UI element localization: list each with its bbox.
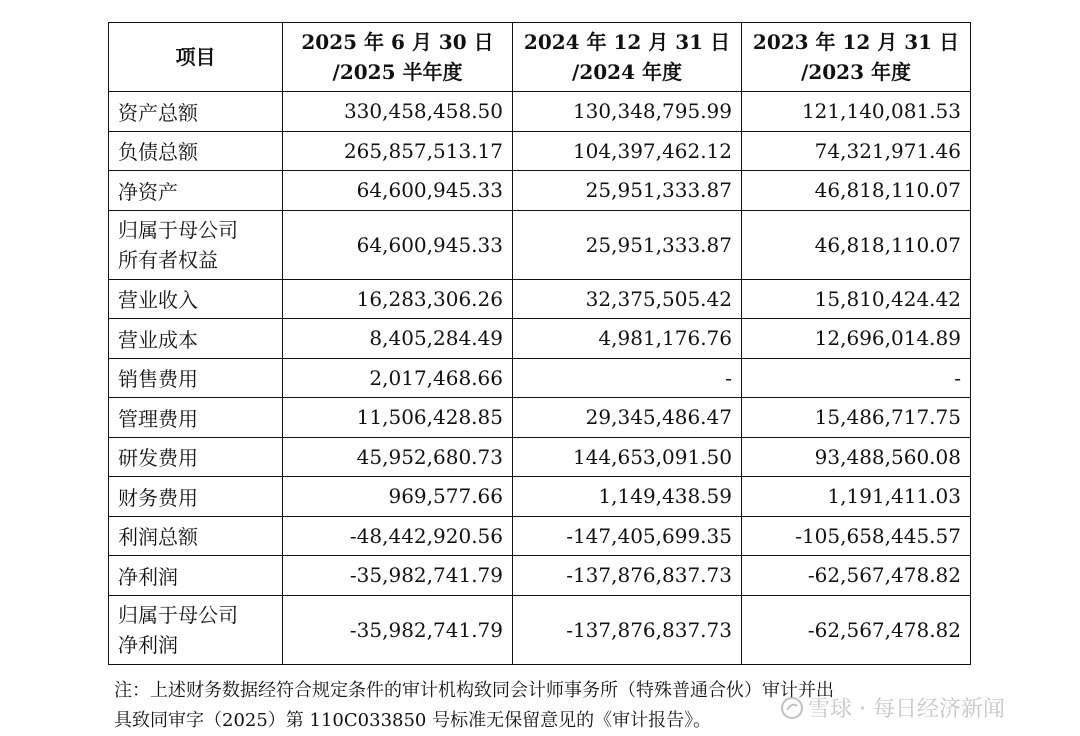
cell-2024: 25,951,333.87 xyxy=(513,210,742,279)
table-row xyxy=(109,279,971,319)
header-2024-period: /2024 年度 xyxy=(572,60,682,84)
row-label: 资产总额 xyxy=(109,92,283,132)
cell-2023: 74,321,971.46 xyxy=(742,131,971,171)
row-label: 研发费用 xyxy=(109,437,283,477)
cell-2024: - xyxy=(513,358,742,398)
cell-2023: 93,488,560.08 xyxy=(742,437,971,477)
table-row xyxy=(109,477,971,517)
header-2024-date: 2024 年 12 月 31 日 xyxy=(523,30,731,54)
cell-2024: 4,981,176.76 xyxy=(513,319,742,359)
cell-2023: -62,567,478.82 xyxy=(742,595,971,664)
watermark xyxy=(780,692,1005,723)
header-item xyxy=(109,23,283,92)
table-row xyxy=(109,358,971,398)
cell-2024: 25,951,333.87 xyxy=(513,171,742,211)
table-row xyxy=(109,319,971,359)
footnote xyxy=(114,676,834,736)
row-label-line2: 净利润 xyxy=(118,632,178,657)
table-row xyxy=(109,595,971,664)
cell-2024: -147,405,699.35 xyxy=(513,516,742,556)
watermark-text: 雪球 · 每日经济新闻 xyxy=(808,697,1005,722)
cell-2025: 45,952,680.73 xyxy=(283,437,513,477)
row-label: 销售费用 xyxy=(109,358,283,398)
cell-2025: -35,982,741.79 xyxy=(283,595,513,664)
table-row xyxy=(109,437,971,477)
cell-2025: 2,017,468.66 xyxy=(283,358,513,398)
header-2023 xyxy=(742,23,971,92)
cell-2024: -137,876,837.73 xyxy=(513,556,742,596)
table-row xyxy=(109,556,971,596)
cell-2024: 144,653,091.50 xyxy=(513,437,742,477)
cell-2025: 330,458,458.50 xyxy=(283,92,513,132)
header-item-label: 项目 xyxy=(175,45,216,69)
table-row xyxy=(109,92,971,132)
row-label: 财务费用 xyxy=(109,477,283,517)
cell-2025: 8,405,284.49 xyxy=(283,319,513,359)
header-2025-period: /2025 半年度 xyxy=(332,60,463,84)
row-label-line2: 所有者权益 xyxy=(118,247,218,272)
row-label-line1: 归属于母公司 xyxy=(118,217,238,242)
row-label: 管理费用 xyxy=(109,398,283,438)
header-2023-period: /2023 年度 xyxy=(801,60,911,84)
header-2023-date: 2023 年 12 月 31 日 xyxy=(752,30,960,54)
cell-2025: 64,600,945.33 xyxy=(283,210,513,279)
cell-2023: 1,191,411.03 xyxy=(742,477,971,517)
row-label: 净资产 xyxy=(109,171,283,211)
cell-2023: 46,818,110.07 xyxy=(742,210,971,279)
table-row xyxy=(109,398,971,438)
row-label-line1: 归属于母公司 xyxy=(118,602,238,627)
cell-2025: 265,857,513.17 xyxy=(283,131,513,171)
cell-2025: 64,600,945.33 xyxy=(283,171,513,211)
table-row xyxy=(109,516,971,556)
row-label: 净利润 xyxy=(109,556,283,596)
row-label: 营业收入 xyxy=(109,279,283,319)
cell-2023: 15,486,717.75 xyxy=(742,398,971,438)
cell-2025: -35,982,741.79 xyxy=(283,556,513,596)
cell-2023: -62,567,478.82 xyxy=(742,556,971,596)
table-row xyxy=(109,171,971,211)
cell-2024: 29,345,486.47 xyxy=(513,398,742,438)
footnote-line2: 具致同审字（2025）第 110C033850 号标准无保留意见的《审计报告》。 xyxy=(114,710,712,731)
table-header-row xyxy=(109,23,971,92)
cell-2025: 969,577.66 xyxy=(283,477,513,517)
row-label xyxy=(109,595,283,664)
header-2024 xyxy=(513,23,742,92)
row-label: 利润总额 xyxy=(109,516,283,556)
cell-2023: - xyxy=(742,358,971,398)
header-2025-date: 2025 年 6 月 30 日 xyxy=(301,30,494,54)
financial-data-table xyxy=(108,22,971,665)
snowball-logo-icon xyxy=(780,696,804,720)
header-2025 xyxy=(283,23,513,92)
table-row xyxy=(109,131,971,171)
row-label: 负债总额 xyxy=(109,131,283,171)
cell-2024: 130,348,795.99 xyxy=(513,92,742,132)
cell-2023: 15,810,424.42 xyxy=(742,279,971,319)
cell-2023: 12,696,014.89 xyxy=(742,319,971,359)
cell-2023: 121,140,081.53 xyxy=(742,92,971,132)
cell-2025: 16,283,306.26 xyxy=(283,279,513,319)
footnote-line1: 注：上述财务数据经符合规定条件的审计机构致同会计师事务所（特殊普通合伙）审计并出 xyxy=(114,680,834,701)
cell-2023: -105,658,445.57 xyxy=(742,516,971,556)
cell-2023: 46,818,110.07 xyxy=(742,171,971,211)
cell-2024: 1,149,438.59 xyxy=(513,477,742,517)
row-label xyxy=(109,210,283,279)
cell-2025: -48,442,920.56 xyxy=(283,516,513,556)
cell-2025: 11,506,428.85 xyxy=(283,398,513,438)
table-row xyxy=(109,210,971,279)
cell-2024: -137,876,837.73 xyxy=(513,595,742,664)
cell-2024: 32,375,505.42 xyxy=(513,279,742,319)
row-label: 营业成本 xyxy=(109,319,283,359)
cell-2024: 104,397,462.12 xyxy=(513,131,742,171)
